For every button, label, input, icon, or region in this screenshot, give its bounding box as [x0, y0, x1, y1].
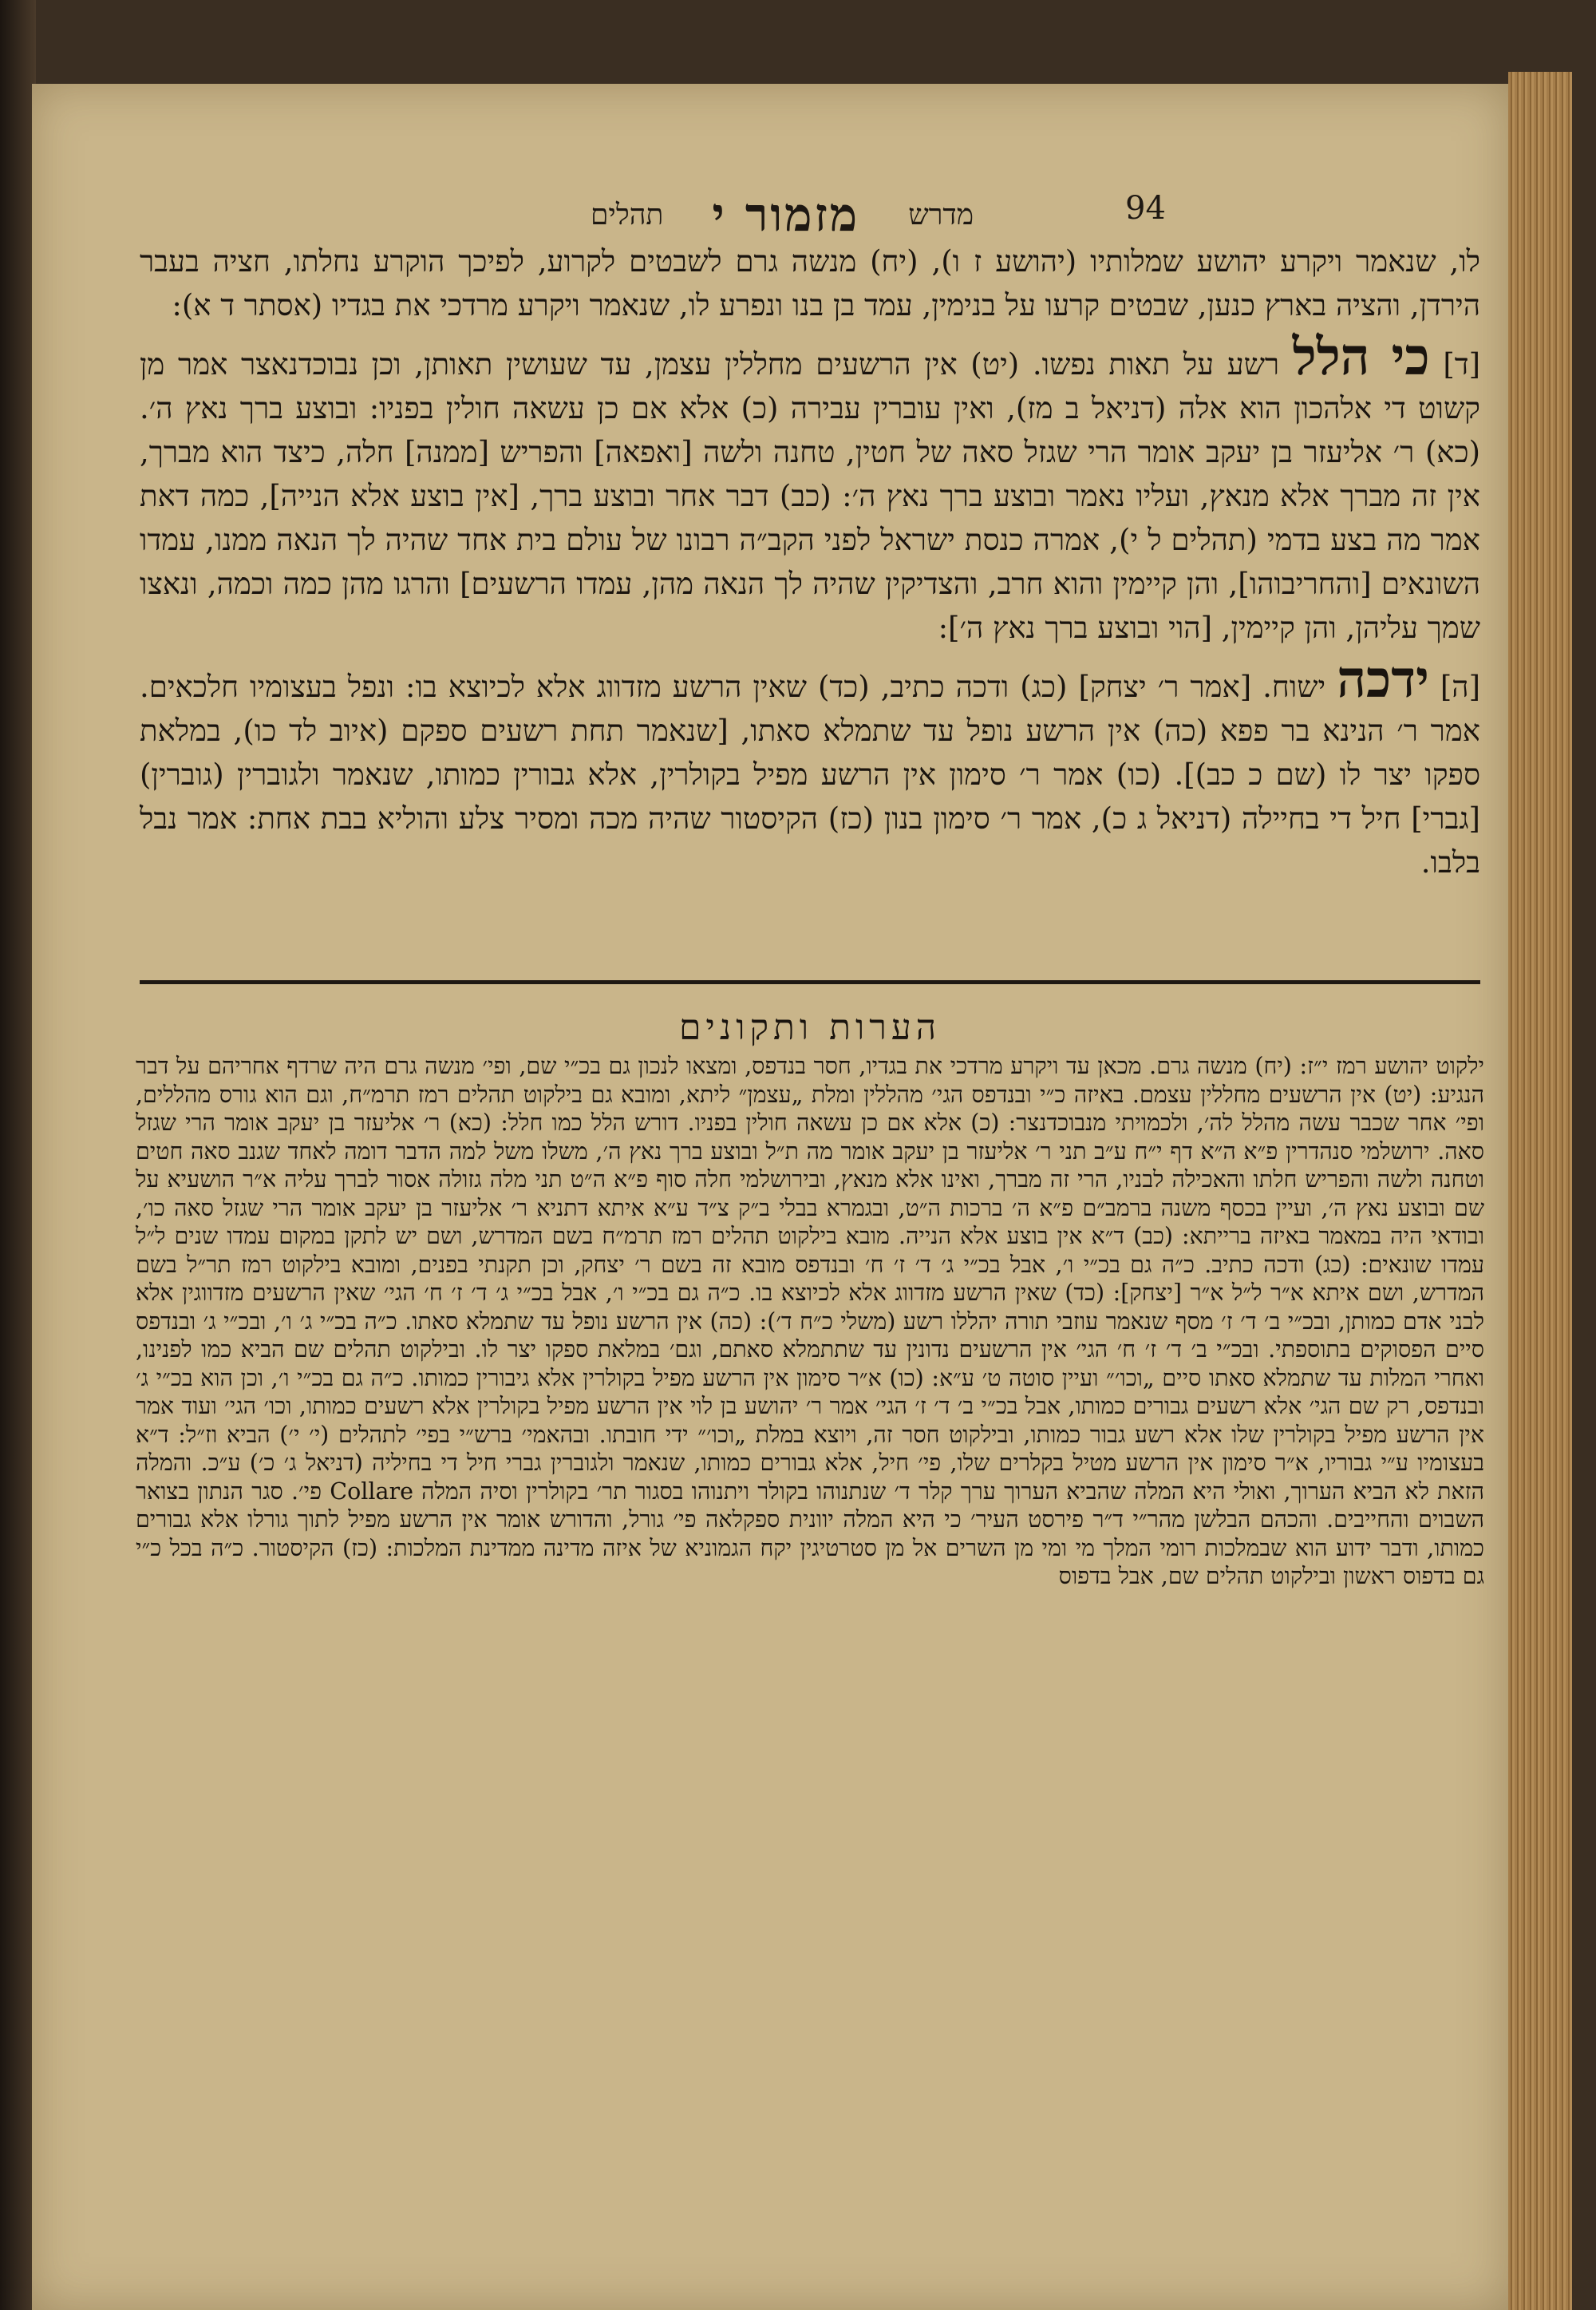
running-head-mizmor: מזמור י — [712, 188, 860, 242]
page-number: 94 — [1125, 190, 1166, 227]
notes-body — [136, 1052, 1484, 1591]
section-label: [ד] — [1443, 347, 1481, 382]
notes-heading: הערות ותקונים — [678, 1007, 942, 1048]
page-fore-edge — [1508, 72, 1572, 2310]
lemma-heading: כי הלל — [1292, 327, 1430, 387]
section-label: [ה] — [1440, 670, 1481, 704]
running-head-midrash: מדרש — [908, 199, 974, 231]
running-head — [383, 188, 1181, 242]
paragraph-text: ישוח. [אמר ר׳ יצחק] (כג) ודכה כתיב, (כד) שאין הרשע מזדווג אלא לכיוצא בו: ונפל בעצומיו חלכאים. אמר ר׳ הנינא בר פפא (כה) אין הרשע נופל עד שתמלא סאתו, [שנאמר תחת רשעים ספקם (איוב לד כו), במלאת ספקו יצר לו (שם כ כב)]. (כו) אמר ר׳ סימון אין הרשע מפיל בקולרין, אלא גבורין כמותו, שנאמר ולגוברין (גוברין) [גברי] חיל די בחיילה (דניאל ג כ), אמר ר׳ סימון בנון (כז) הקיסטור שהיה מכה ומסיר צלע והוליא בבת אחת: אמר נבל בלבו. — [140, 670, 1480, 880]
notes-text: ילקוט יהושע רמז י״ז: (יח) מנשה גרם. מכאן עד ויקרע מרדכי את בגדיו, חסר בנדפס, ומצאו לנכון גם בכ״י שם, ופי׳ מנשה גרם היה שרדף אחריהם על דבר הנגיע: (יט) אין הרשעים מחללין עצמם. באיזה כ״י ובנדפס הגי׳ מהללין ומלת „עצמן״ ליתא, ומובא גם בילקוט תהלים רמז תרמ״ח, וגם הוא גורס מהללים, ופי׳ אחר שכבר עשה מהלל לה׳, ולכמויתי מנבוכדנצר: (כ) אלא אם כן עשאה חולין בפניו. דורש הלל כמו חלל: (כא) ר׳ אליעזר בן יעקב אומר הרי שגזל סאה. ירושלמי סנהדרין פ״א ה״א דף י״ח ע״ב תני ר׳ אליעזר בן יעקב אומר מה ת״ל ובוצע ברך נאץ ה׳, משלו משל למה הדבר דומה לאחד שגנב סאה חטים וטחנה ולשה והפריש חלתו והאכילה לבניו, הרי זה מברך, ואינו אלא מנאץ, ובירושלמי חלה סוף פ״א ה״ט תני מלה גזולה אסור לברך עליה א״ר הושעיא על שם ובוצע נאץ ה׳, ועיין בכסף משנה ברמב״ם פ״א ה׳ ברכות ה״ט, ובגמרא בבלי ב״ק צ״ד ע״א איתא דתניא ר׳ אליעזר בן יעקב אומר הרי שגזל סאה כו׳, ובודאי היה במאמר באיזה ברייתא: (כב) ד״א אין בוצע אלא הנייה. מובא בילקוט תהלים רמז תרמ״ח בשם המדרש, ושם יש לתקן במקום עמדו שנים ל״ל עמדו שונאים: (כג) ודכה כתיב. כ״ה גם בכ״י ו׳, אבל בכ״י ג׳ ד׳ ז׳ ח׳ ובנדפס מובא זה בשם ר׳ יצחק, וכן תקנתי בפנים, ומובא בילקוט רמז תר״ל בשם המדרש, ושם איתא א״ר ל״ל א״ר [יצחק]: (כד) שאין הרשע מזדווג אלא לכיוצא בו. כ״ה גם בכ״י ו׳, אבל בכ״י ג׳ ד׳ ז׳ ח׳ הגי׳ שאין הרשעים מזדווגין אלא לבני אדם כמותן, ובכ״י ב׳ ד׳ ז׳ מסף שנאמר עוזבי תורה יהללו רשע (משלי כ״ח ד׳): (כה) אין הרשע נופל עד שתמלא סאתו. כ״ה בכ״י ג׳ ו׳, ובכ״י ג׳ ובנדפס סיים הפסוקים בתוספתי. ובכ״י ב׳ ד׳ ז׳ ח׳ הגי׳ אין הרשעים נדונין עד שתתמלא סאתם, וגם׳ במלאת ספקו יצר לו. ובילקוט תהלים שם הביא כמו לפנינו, ואחרי המלות עד שתמלא סאתו סיים „וכו׳״ ועיין סוטה ט׳ ע״א: (כו) א״ר סימון אין הרשע מפיל בקולרין אלא גיבורין כמותו. כ״ה גם בכ״י ו׳, וכן הוא בכ״י ג׳ ובנדפס, רק שם הגי׳ אלא רשעים גבורים כמותו, אבל בכ״י ב׳ ד׳ ז׳ הגי׳ אמר ר׳ יהושע בן לוי אין הרשע מפיל בקולרין אלא רשעים כמותו, וכו׳ הגי׳ ועוד אמר אין הרשע מפיל בקולרין שלו אלא רשע גבור כמותו, ובילקוט חסר זה, ויוצא במלת „וכו׳״ ידי חובתו. ובהאמי׳ ברש״י בפי׳ לתהלים (י׳ י׳) הביא וז״ל: ד״א בעצומיו ע״י גבוריו, א״ר סימון אין הרשע מטיל בקלרים שלו, פי׳ חיל, אלא גבורים כמותו, שנאמר ולגוברין גברי חיל די בחיליה (דניאל ג׳ כ׳) ע״כ. והמלה הזאת לא הביא הערוך, ואולי היא המלה שהביא הערוך ערך קלר ד׳ שנתנוהו בקולר ויתנוהו בסגור תר׳ בקולרין וסיה המלה Collare פי׳. סגר הנתון בצואר השבוים והחייבים. והכהם הבלשן מהר״י ד״ר פירסט העיר׳ כי היא המלה יוונית ספקלאה פי׳ גורל, והדורש אומר אין הרשע מפיל לתוך גורלו אלא גבורים כמותו, ודבר ידוע הוא שבמלכות רומי המלך מי ומי מן השרים אל מן סטרטיגין יקח הגמוניא של איזה מדינה ממדינת המלכות: (כז) הקיסטור. כ״ה בכל כ״י גם בדפוס ראשון ובילקוט תהלים שם, אבל בדפוס — [136, 1053, 1485, 1589]
section-divider — [140, 980, 1480, 984]
paragraph-section-dalet — [140, 327, 1481, 650]
paragraph-text: רשע על תאות נפשו. (יט) אין הרשעים מחללין עצמן, עד שעושין תאותן, וכן נבוכדנאצר אמר מן קשוט די אלהכון הוא אלה (דניאל ב מז), ואין עוברין עבירה (כ) אלא אם כן עשאה חולין בפניו: ובוצע ברך נאץ ה׳. (כא) ר׳ אליעזר בן יעקב אומר הרי שגזל סאה של חטין, טחנה ולשה [ואפאה] והפריש [ממנה] חלה, כיצד הוא מברך, אין זה מברך אלא מנאץ, ועליו נאמר ובוצע ברך נאץ ה׳: (כב) דבר אחר ובוצע ברך, [אין בוצע אלא הנייה], כמה דאת אמר מה בצע בדמי (תהלים ל י), אמרה כנסת ישראל לפני הקב״ה רבונו של עולם בית אחד שהיה לך הנאה ממנו, עמדו השונאים [והחריבוהו], והן קיימין והוא חרב, והצדיקין שהיה לך הנאה מהן, עמדו הרשעים] והרגו מהן כמה וכמה, ונאצו שמך עליהן, והן קיימין, [הוי ובוצע ברך נאץ ה׳]: — [140, 347, 1480, 645]
paragraph-continuation: לו, שנאמר ויקרע יהושע שמלותיו (יהושע ז ו), (יח) מנשה גרם לשבטים לקרוע, לפיכך הוקרע נחלתו, חציה בעבר הירדן, והציה בארץ כנען, שבטים קרעו על בנימין, עמד בן בנו ונפרע לו, שנאמר ויקרע מרדכי את בגדיו (אסתר ד א): — [140, 244, 1480, 322]
book-gutter — [0, 0, 36, 2310]
lemma-heading: ידכה — [1337, 650, 1429, 710]
midrash-main-text — [140, 239, 1480, 892]
running-head-tehilim: תהלים — [590, 199, 664, 231]
paragraph-section-he — [140, 650, 1481, 884]
